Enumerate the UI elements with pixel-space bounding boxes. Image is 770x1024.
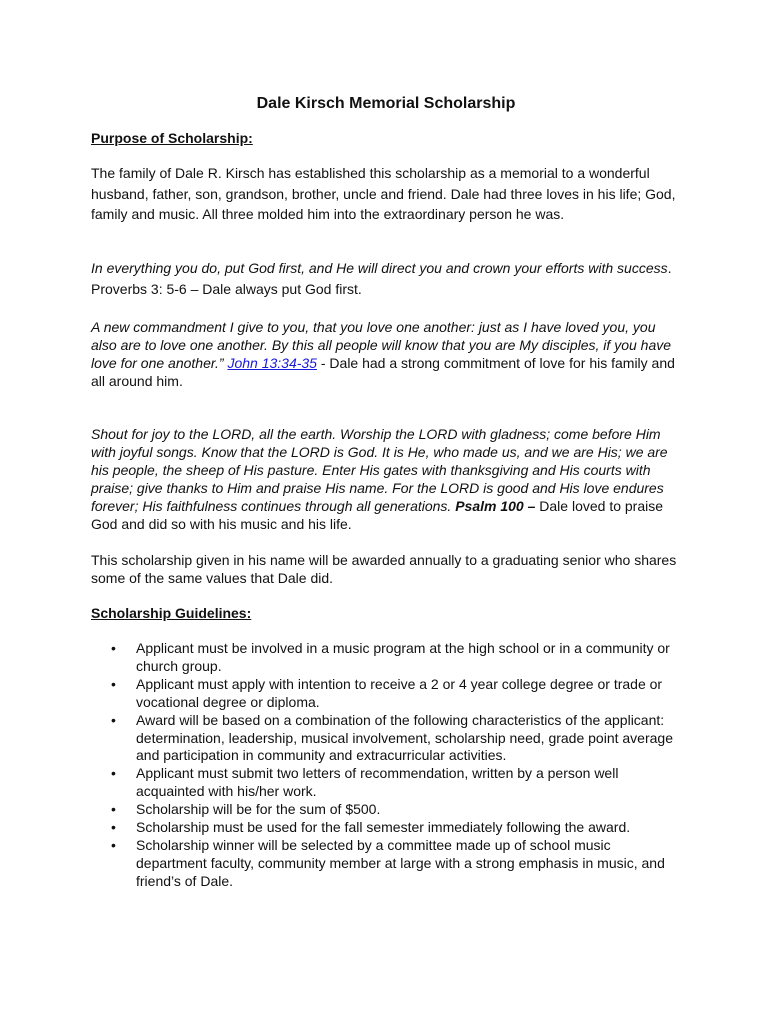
psalm-reference: Psalm 100 – — [455, 498, 536, 514]
psalm-quote — [91, 425, 681, 533]
guidelines-list — [91, 640, 681, 891]
psalm-quote-text: Shout for joy to the LORD, all the earth. Worship the LORD with gladness; come before Him with joyful songs. Know that the LORD is God. It is He, who made us, and we are His; we are his people, the sheep of His pasture. Enter His gates with thanksgiving and His courts with praise; give thanks to Him and praise His name. For the LORD is good and His love endures forever; His faithfulness continues through all generations. — [91, 426, 668, 514]
list-item — [91, 712, 681, 766]
proverbs-quote — [91, 258, 681, 299]
john-quote-text: A new commandment I give to you, that you love one another: just as I have loved you, you also are to love one another. By this all people will know that you are My disciples, if you have love for one another.” — [91, 319, 672, 371]
proverbs-quote-note: . Proverbs 3: 5-6 – Dale always put God first. — [91, 260, 672, 297]
purpose-paragraph: The family of Dale R. Kirsch has established this scholarship as a memorial to a wonderful husband, father, son, grandson, brother, uncle and friend. Dale had three loves in his life; God, family and music. All three molded him into the extraordinary person he was. — [91, 165, 676, 222]
guideline-text: Applicant must be involved in a music program at the high school or in a community or church group. — [136, 640, 670, 674]
john-reference-link[interactable]: John 13:34-35 — [227, 355, 317, 371]
list-item — [91, 640, 681, 676]
guideline-text: Scholarship will be for the sum of $500. — [136, 801, 381, 818]
bullet-icon: • — [111, 836, 116, 853]
guideline-text: Scholarship winner will be selected by a committee made up of school music department faculty, community member at large with a strong emphasis in music, and friend’s of Dale. — [136, 836, 665, 889]
award-paragraph: This scholarship given in his name will be awarded annually to a graduating senior who shares some of the same values that Dale did. — [91, 552, 677, 586]
proverbs-quote-text: In everything you do, put God first, and He will direct you and crown your efforts with success — [91, 260, 668, 276]
bullet-icon: • — [111, 675, 116, 692]
psalm-quote-note: Dale loved to praise God and did so with his music and his life. — [91, 498, 664, 532]
bullet-icon: • — [111, 711, 116, 728]
document-title: Dale Kirsch Memorial Scholarship — [256, 95, 516, 112]
guideline-text: Scholarship must be used for the fall semester immediately following the award. — [136, 819, 631, 836]
list-item — [91, 819, 681, 837]
john-quote-note: - Dale had a strong commitment of love for his family and all around him. — [91, 355, 675, 389]
purpose-heading: Purpose of Scholarship: — [91, 130, 253, 146]
list-item — [91, 676, 681, 712]
guideline-text: Award will be based on a combination of the following characteristics of the applicant: determination, leadership, musical involvement, scholarship need, grade point average and participation in community and extracurricular activities. — [136, 711, 673, 764]
list-item — [91, 801, 681, 819]
bullet-icon: • — [111, 640, 116, 656]
list-item — [91, 837, 681, 891]
bullet-icon: • — [111, 765, 116, 782]
list-item — [91, 765, 681, 801]
guidelines-heading: Scholarship Guidelines: — [91, 605, 252, 621]
bullet-icon: • — [111, 801, 116, 818]
bullet-icon: • — [111, 819, 116, 836]
john-quote — [91, 318, 681, 390]
guideline-text: Applicant must submit two letters of recommendation, written by a person well acquainted with his/her work. — [136, 765, 619, 800]
guideline-text: Applicant must apply with intention to receive a 2 or 4 year college degree or trade or vocational degree or diploma. — [136, 675, 663, 710]
